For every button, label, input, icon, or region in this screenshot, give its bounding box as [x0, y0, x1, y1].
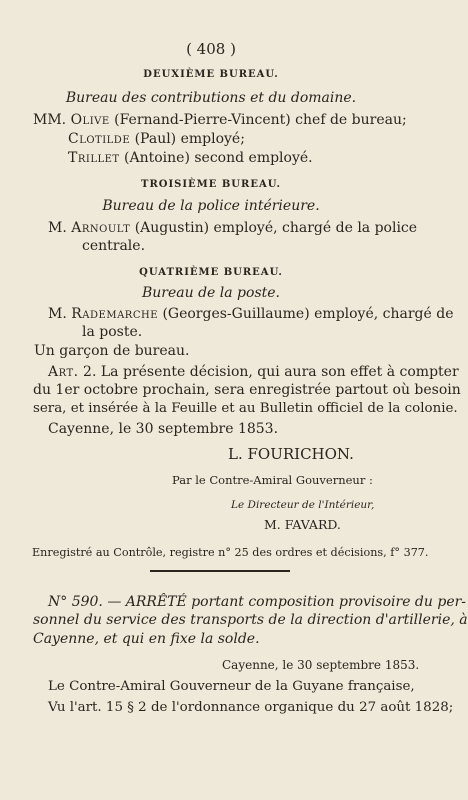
staff-detail: (Paul) employé;	[130, 131, 245, 147]
staff-detail: (Antoine) second employé.	[119, 150, 313, 166]
section-title-contributions: Bureau des contributions et du domaine.	[65, 90, 357, 106]
decree-title-line-1: N° 590. — ARRÊTÉ portant composition provisoire du per-	[48, 594, 467, 610]
registration-note: Enregistré au Contrôle, registre n° 25 des ordres et décisions, f° 377.	[32, 546, 429, 559]
staff-detail: (Georges-Guillaume) employé, chargé de	[158, 306, 454, 322]
section-divider	[130, 570, 290, 572]
article-line-2: du 1er octobre prochain, sera enregistrée partout où besoin	[33, 382, 461, 398]
decree-title-line-2: sonnel du service des transports de la direction d'artillerie, à	[33, 612, 468, 628]
staff-line-trillet	[68, 149, 313, 167]
decree-title-line-3: Cayenne, et qui en fixe la solde.	[33, 631, 260, 647]
article-text: 2. La présente décision, qui aura son effet à compter	[78, 364, 459, 380]
section-heading-quatrieme: QUATRIÈME BUREAU.	[139, 267, 283, 278]
staff-prefix: M.	[48, 220, 67, 236]
staff-line-rademarche-cont: la poste.	[82, 324, 143, 340]
staff-name: Olive	[70, 112, 110, 128]
decree-preamble: Le Contre-Amiral Gouverneur de la Guyane française,	[48, 679, 415, 694]
staff-line-arnoult	[48, 219, 417, 237]
staff-name: Arnoult	[71, 220, 131, 236]
staff-line-garcon: Un garçon de bureau.	[34, 343, 190, 359]
staff-name: Clotilde	[68, 131, 131, 147]
article-label: Art.	[48, 364, 79, 380]
page-number: ( 408 )	[186, 40, 236, 58]
decree-date: Cayenne, le 30 septembre 1853.	[222, 658, 420, 672]
staff-name: Rademarche	[71, 306, 158, 322]
section-heading-troisieme: TROISIÈME BUREAU.	[141, 179, 281, 190]
staff-line-rademarche	[48, 305, 454, 323]
signatory-directeur-name: M. FAVARD.	[264, 517, 341, 532]
staff-detail: (Augustin) employé, chargé de la police	[130, 220, 418, 236]
staff-prefix: MM.	[33, 112, 67, 128]
staff-line-olive	[33, 111, 407, 129]
signatory-name: L. FOURICHON.	[228, 445, 354, 463]
section-title-poste: Bureau de la poste.	[141, 285, 280, 301]
article-line-1	[48, 363, 459, 381]
section-heading-deuxieme: DEUXIÈME BUREAU.	[143, 69, 279, 80]
decree-vu-line: Vu l'art. 15 § 2 de l'ordonnance organique du 27 août 1828;	[48, 700, 454, 715]
article-place-date: Cayenne, le 30 septembre 1853.	[48, 421, 279, 437]
staff-prefix: M.	[48, 306, 67, 322]
staff-name: Trillet	[68, 150, 120, 166]
staff-detail: (Fernand-Pierre-Vincent) chef de bureau;	[109, 112, 407, 128]
signatory-directeur-title: Le Directeur de l'Intérieur,	[231, 499, 375, 511]
signatory-par: Par le Contre-Amiral Gouverneur :	[172, 473, 373, 487]
staff-line-clotilde	[68, 130, 245, 148]
article-line-3: sera, et insérée à la Feuille et au Bulletin officiel de la colonie.	[33, 401, 458, 416]
staff-line-arnoult-cont: centrale.	[82, 238, 146, 254]
section-title-police: Bureau de la police intérieure.	[102, 198, 320, 214]
